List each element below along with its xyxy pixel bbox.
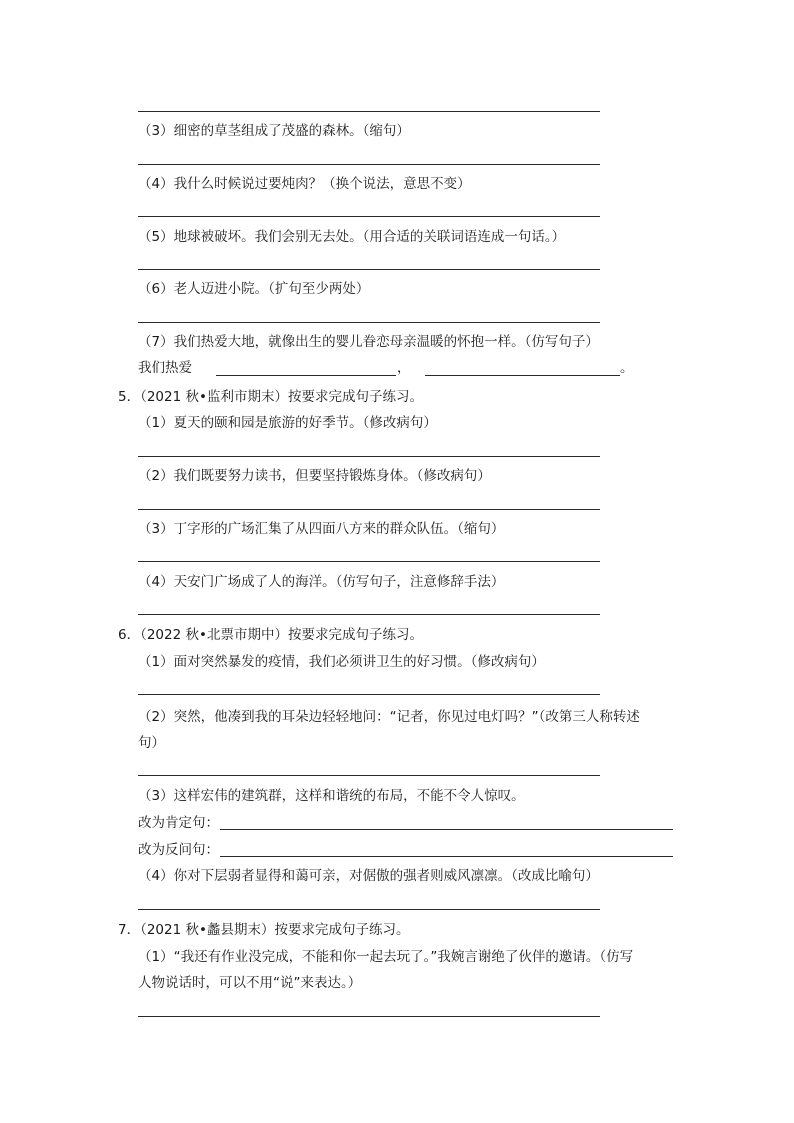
q-6-1-text: （1）面对突然暴发的疫情，我们必须讲卫生的好习惯。（修改病句） [138,654,545,670]
answer-line[interactable] [138,561,600,562]
q-4-3-text: （3）细密的草茎组成了茂盛的森林。（缩句） [138,123,410,139]
answer-line[interactable] [138,164,600,165]
question-7-header: 7．（2021 秋•蠡县期末）按要求完成句子练习。 [118,922,410,938]
q-6-3-text: （3）这样宏伟的建筑群，这样和谐统的布局，不能不令人惊叹。 [138,788,525,804]
q-6-3-rhetorical-label: 改为反问句： [138,842,219,858]
q-5-4-text: （4）天安门广场成了人的海洋。（仿写句子，注意修辞手法） [138,574,505,590]
answer-line[interactable] [138,1016,600,1017]
q-7-1-text-line1: （1）“我还有作业没完成，不能和你一起去玩了。”我婉言谢绝了伙伴的邀请。（仿写 [138,949,634,965]
q-4-6-text: （6）老人迈进小院。（扩句至少两处） [138,281,370,297]
answer-line[interactable] [138,909,600,910]
q-4-5-text: （5）地球被破坏。我们会别无去处。（用合适的关联词语连成一句话。） [138,229,566,245]
answer-line[interactable] [138,322,600,323]
q-4-7-period: 。 [620,360,634,376]
q-7-1-text-line2: 人物说话时，可以不用“说”来表达。） [138,975,362,991]
q-6-4-text: （4）你对下层弱者显得和蔼可亲，对倨傲的强者则威风凛凛。（改成比喻句） [138,868,599,884]
fill-blank-line[interactable] [216,375,396,376]
q-4-7-prefix: 我们热爱 [138,360,192,376]
q-4-4-text: （4）我什么时候说过要炖肉？（换个说法，意思不变） [138,176,471,192]
q-4-7-comma: ， [397,360,411,376]
q-5-1-text: （1）夏天的颐和园是旅游的好季节。（修改病句） [138,415,437,431]
question-6-header: 6．（2022 秋•北票市期中）按要求完成句子练习。 [118,627,423,643]
q-6-3-affirmative-label: 改为肯定句： [138,815,219,831]
q-4-7-text: （7）我们热爱大地，就像出生的婴儿眷恋母亲温暖的怀抱一样。（仿写句子） [138,334,599,350]
answer-line[interactable] [138,775,600,776]
fill-blank-line[interactable] [425,375,620,376]
q-6-2-text-line2: 句） [138,735,165,751]
q-6-2-text-line1: （2）突然，他凑到我的耳朵边轻轻地问：“记者，你见过电灯吗？”（改第三人称转述 [138,709,640,725]
answer-line[interactable] [138,456,600,457]
answer-line[interactable] [138,216,600,217]
answer-line[interactable] [138,269,600,270]
affirmative-answer-line[interactable] [220,829,673,830]
question-5-header: 5．（2021 秋•监利市期末）按要求完成句子练习。 [118,389,423,405]
answer-line[interactable] [138,509,600,510]
answer-line[interactable] [138,694,600,695]
answer-line[interactable] [138,111,600,112]
q-5-2-text: （2）我们既要努力读书，但要坚持锻炼身体。（修改病句） [138,468,491,484]
answer-line[interactable] [138,614,600,615]
q-5-3-text: （3）丁字形的广场汇集了从四面八方来的群众队伍。（缩句） [138,521,505,537]
rhetorical-answer-line[interactable] [220,856,673,857]
